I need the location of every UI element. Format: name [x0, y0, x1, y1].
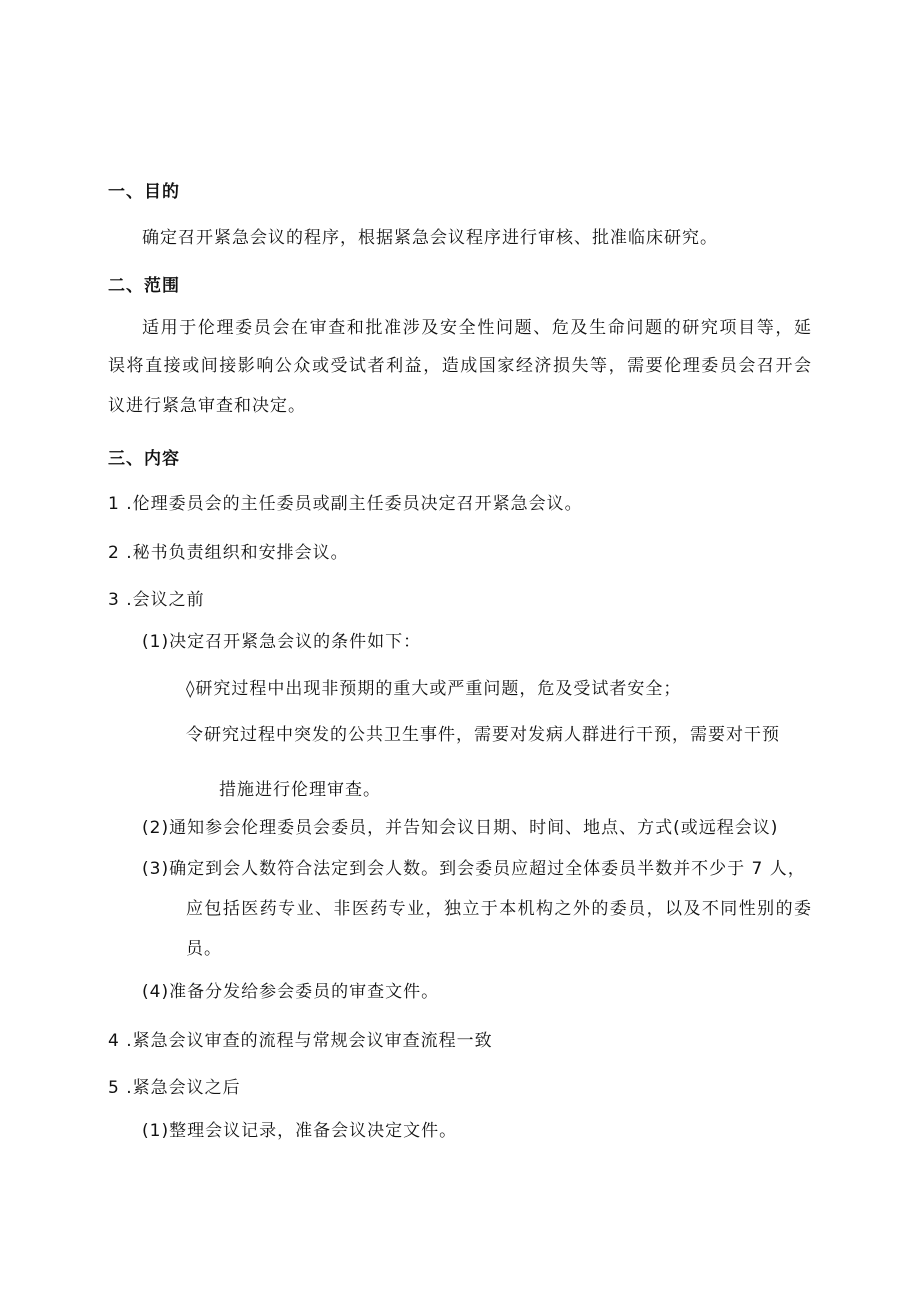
section-heading-scope: 二、范围 [108, 276, 180, 296]
section-heading-purpose: 一、目的 [108, 182, 180, 202]
section-heading-content: 三、内容 [108, 449, 180, 469]
scope-body-line-2: 误将直接或间接影响公众或受试者利益，造成国家经济损失等，需要伦理委员会召开会 [108, 356, 812, 376]
content-item-3-4: (4)准备分发给参会委员的审查文件。 [142, 982, 440, 1002]
content-item-2: 2 .秘书负责组织和安排会议。 [108, 543, 349, 563]
content-item-4: 4 .紧急会议审查的流程与常规会议审查流程一致 [108, 1031, 493, 1051]
content-item-5: 5 .紧急会议之后 [108, 1078, 241, 1098]
purpose-body: 确定召开紧急会议的程序，根据紧急会议程序进行审核、批准临床研究。 [142, 228, 718, 248]
content-item-3-3-line-1: (3)确定到会人数符合法定到会人数。到会委员应超过全体委员半数并不少于 7 人， [142, 859, 806, 879]
content-item-1: 1 .伦理委员会的主任委员或副主任委员决定召开紧急会议。 [108, 494, 583, 514]
scope-body-line-3: 议进行紧急审查和决定。 [108, 396, 306, 416]
content-item-3-3-line-3: 员。 [186, 939, 222, 959]
content-item-3-3-line-2: 应包括医药专业、非医药专业，独立于本机构之外的委员，以及不同性别的委 [186, 899, 812, 919]
content-item-3-1-b-line-1: 令研究过程中突发的公共卫生事件，需要对发病人群进行干预，需要对干预 [186, 725, 780, 745]
content-item-5-1: (1)整理会议记录，准备会议决定文件。 [142, 1121, 458, 1141]
content-item-3: 3 .会议之前 [108, 590, 205, 610]
content-item-3-2: (2)通知参会伦理委员会委员，并告知会议日期、时间、地点、方式(或远程会议) [142, 818, 779, 838]
content-item-3-1: (1)决定召开紧急会议的条件如下： [142, 632, 422, 652]
scope-body-line-1: 适用于伦理委员会在审查和批准涉及安全性问题、危及生命问题的研究项目等，延 [142, 318, 812, 338]
content-item-3-1-a: ◊研究过程中出现非预期的重大或严重问题，危及受试者安全； [186, 679, 682, 699]
content-item-3-1-b-line-2: 措施进行伦理审查。 [219, 780, 381, 800]
